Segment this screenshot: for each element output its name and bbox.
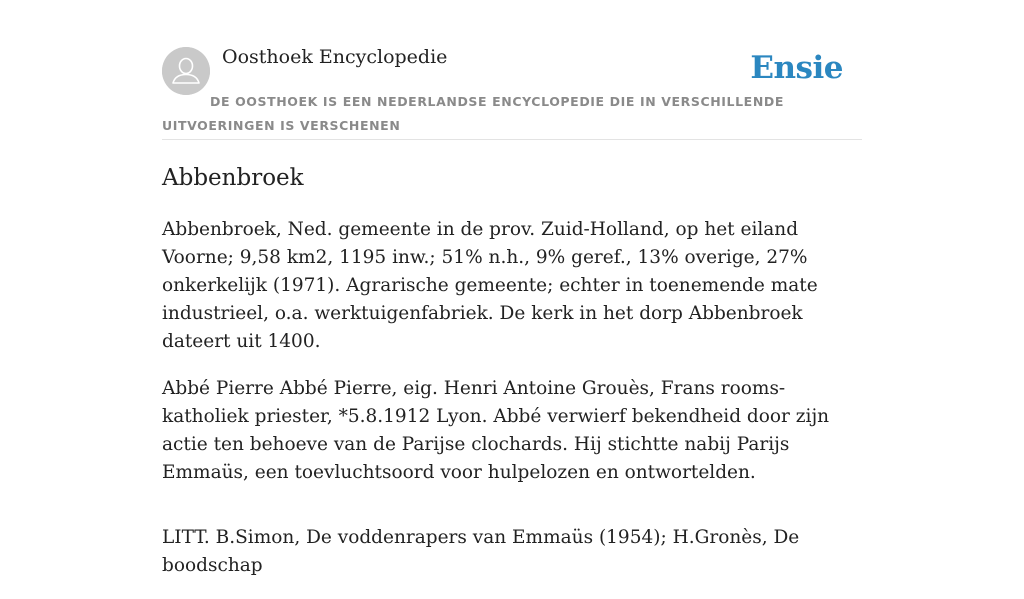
tagline: DE OOSTHOEK IS EEN NEDERLANDSE ENCYCLOPEDIE DIE IN VERSCHILLENDE UITVOERINGEN IS VERSCHENEN xyxy=(162,94,784,133)
header-divider xyxy=(162,139,862,140)
user-silhouette-icon xyxy=(162,47,210,95)
avatar[interactable] xyxy=(162,47,210,95)
paragraph-literature: LITT. B.Simon, De voddenrapers van Emmaüs (1954); H.Gronès, De boodschap xyxy=(162,527,800,576)
site-title-link[interactable]: Oosthoek Encyclopedie xyxy=(222,46,448,68)
entry-title: Abbenbroek xyxy=(162,165,304,191)
brand-logo-link[interactable]: Ensie xyxy=(750,50,843,86)
paragraph-abbe-pierre: Abbé Pierre Abbé Pierre, eig. Henri Antoine Grouès, Frans rooms-katholiek priester, *5.8.1912 Lyon. Abbé verwierf bekendheid door zijn actie ten behoeve van de Parijse clochards. Hij stichtte nabij Parijs Emmaüs, een toevluchtsoord voor hulpelozen en ontwortelden. xyxy=(162,378,830,483)
entry-body xyxy=(162,216,862,599)
paragraph-abbenbroek: Abbenbroek, Ned. gemeente in de prov. Zuid-Holland, op het eiland Voorne; 9,58 km2, 1195 inw.; 51% n.h., 9% geref., 13% overige, 27% onkerkelijk (1971). Agrarische gemeente; echter in toenemende mate industrieel, o.a. werktuigenfabriek. De kerk in het dorp Abbenbroek dateert uit 1400. xyxy=(162,219,818,352)
page xyxy=(162,0,862,576)
